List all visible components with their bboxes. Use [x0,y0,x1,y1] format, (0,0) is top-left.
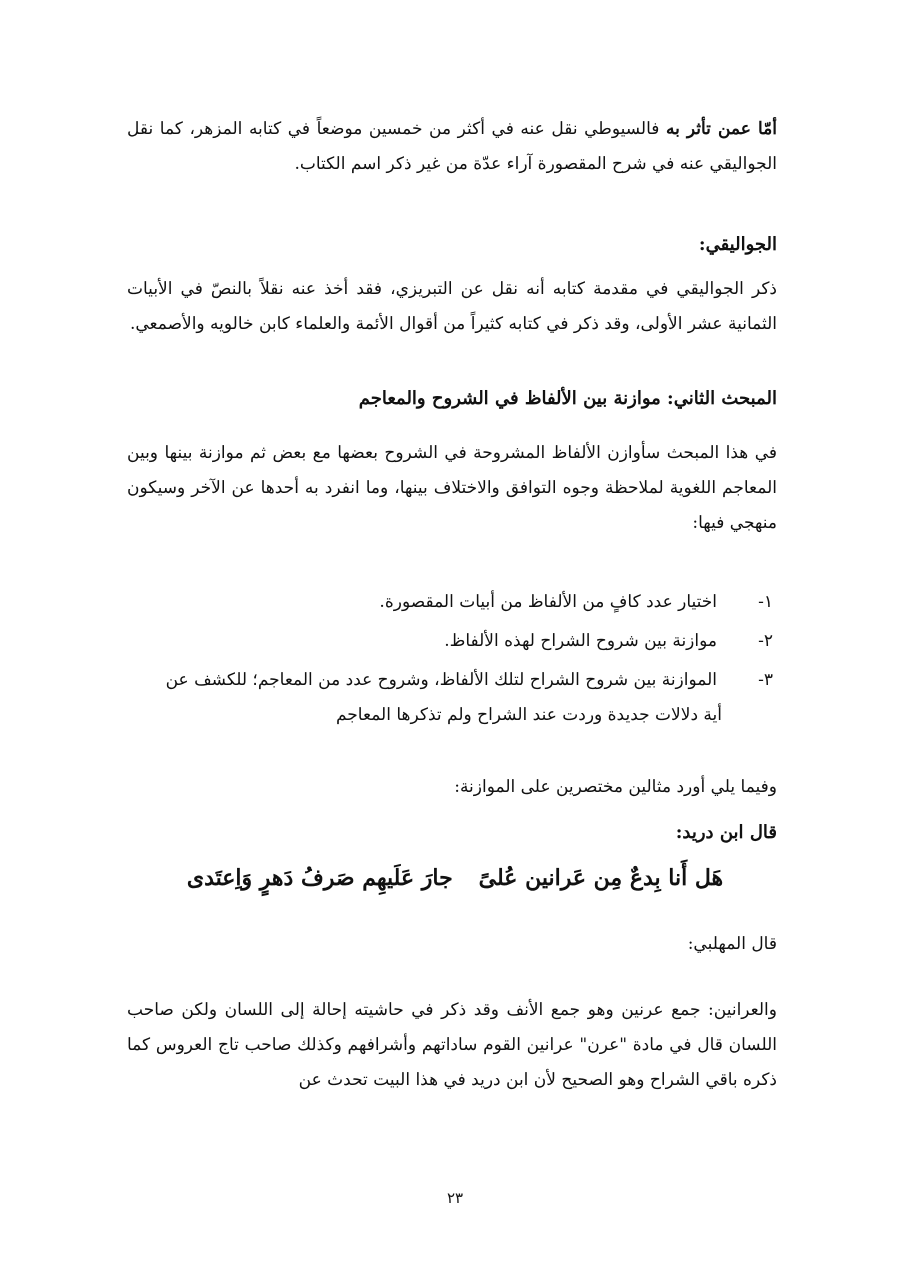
list-item-2 [127,624,777,659]
poetry-verse [0,858,910,898]
verse-second-hemistich: جارَ عَلَيهِم صَرفُ دَهرٍ وَاِعتَدى [186,865,453,891]
heading-second-section-lead: المبحث الثاني [673,388,777,409]
paragraph-influence-text: فالسيوطي نقل عنه في أكثر من خمسين موضعاً في كتابه المزهر، كما نقل الجواليقي عنه في شرح المقصورة آراء عدّة من غير ذكر اسم الكتاب. [127,119,777,174]
verse-first-hemistich: هَل أَنا بِدعٌ مِن عَرانين عُلىً [478,865,724,891]
heading-jawaliqi: الجواليقي: [698,234,777,255]
list-text: موازنة بين شروح الشراح لهذه الألفاظ. [444,631,717,651]
paragraph-influence [127,112,777,182]
page-number: ٢٣ [446,1189,464,1207]
list-item-1 [127,585,777,620]
paragraph-method: في هذا المبحث سأوازن الألفاظ المشروحة في الشروح بعضها مع بعض ثم موازنة بينها وبين المعاجم اللغوية لملاحظة وجوه التوافق والاختلاف بينها، وما انفرد به أحدها عن الآخر وسيكون منهجي فيها: [127,443,777,533]
heading-second-section [127,384,777,414]
list-number: ٣- [758,670,773,690]
list-text: اختيار عدد كافٍ من الألفاظ من أبيات المقصورة. [379,592,717,612]
paragraph-muhallabi: قال المهلبي: [687,934,777,954]
paragraph-araneen: والعرانين: جمع عرنين وهو جمع الأنف وقد ذكر في حاشيته إحالة إلى اللسان ولكن صاحب اللسان قال في مادة "عرن" عرانين القوم ساداتهم وأشرافهم وكذلك صاحب تاج العروس كما ذكره باقي الشراح وهو الصحيح لأن ابن دريد في هذا البيت تحدث عن [127,1000,777,1090]
list-text: الموازنة بين شروح الشراح لتلك الألفاظ، وشروح عدد من المعاجم؛ للكشف عن [165,670,717,690]
list-item-3 [127,663,777,733]
paragraph-jawaliqi: ذكر الجواليقي في مقدمة كتابه أنه نقل عن التبريزي، فقد أخذ عنه نقلاً بالنصّ في الأبيات الثمانية عشر الأولى، وقد ذكر في كتابه كثيراً من أقوال الأئمة والعلماء كابن خالويه والأصمعي. [127,279,777,334]
paragraph-examples-intro: وفيما يلي أورد مثالين مختصرين على الموازنة: [454,777,777,797]
list-text-continued: أية دلالات جديدة وردت عند الشراح ولم تذكرها المعاجم [335,705,722,725]
list-number: ٢- [758,631,773,651]
paragraph-influence-lead: أمّا عمن تأثر به [665,119,777,139]
heading-second-section-title: : موازنة بين الألفاظ في الشروح والمعاجم [358,388,674,409]
list-number: ١- [758,592,773,612]
heading-ibn-durayd: قال ابن دريد: [675,822,777,843]
